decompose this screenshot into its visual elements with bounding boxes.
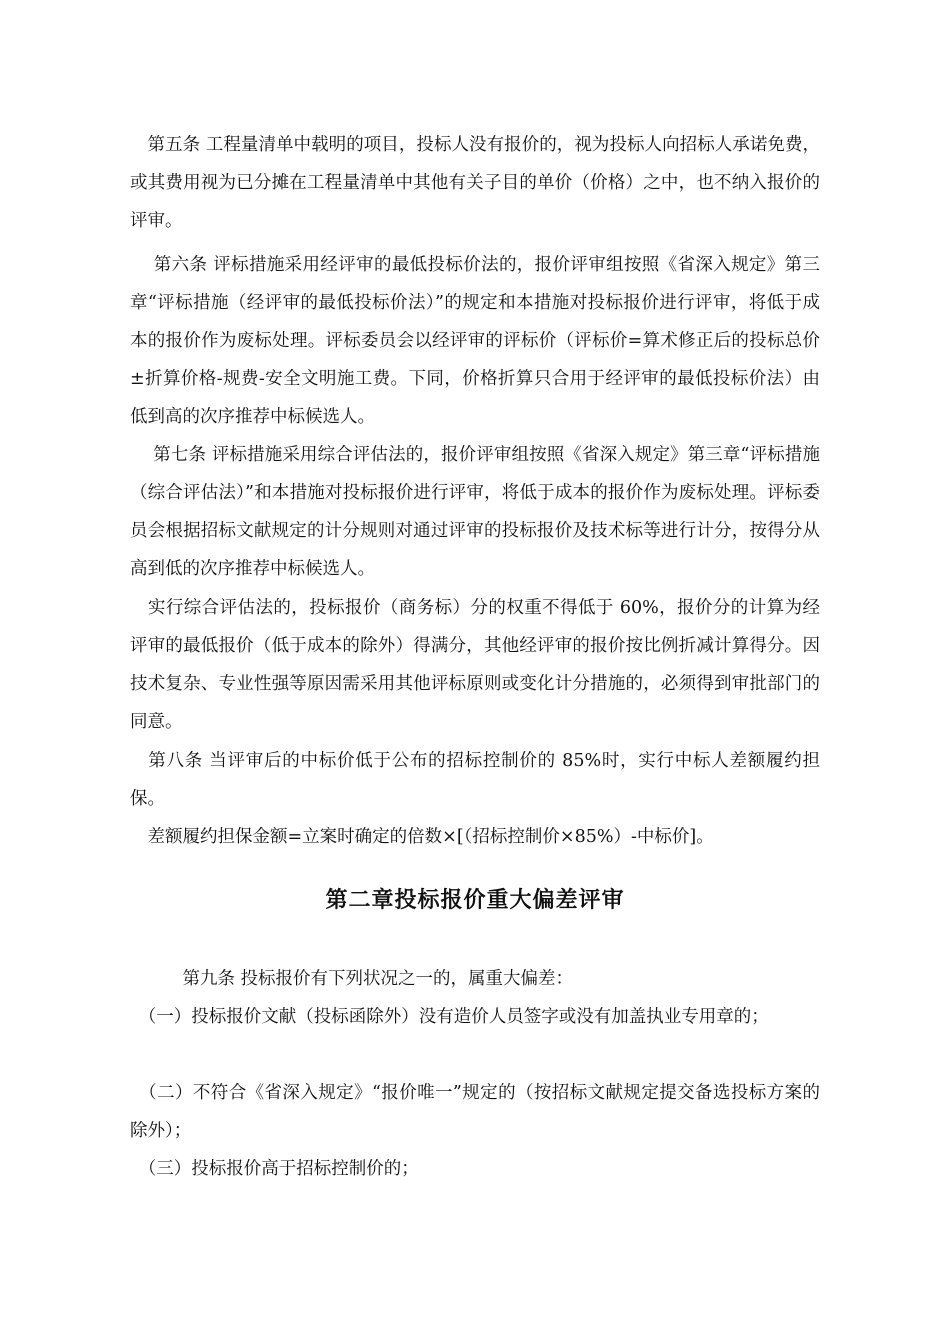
paragraph-article-8: 第八条 当评审后的中标价低于公布的招标控制价的 85%时，实行中标人差额履约担保。 [130, 751, 820, 809]
paragraph-article-7: 第七条 评标措施采用综合评估法的，报价评审组按照《省深入规定》第三章“评标措施（综合评估法）”和本措施对投标报价进行评审，将低于成本的报价作为废标处理。评标委员会根据招标文献规定的计分规则对通过评审的投标报价及技术标等进行计分，按得分从高到低的次序推荐中标候选人。 [130, 445, 820, 579]
paragraph-guarantee-amount: 差额履约担保金额=立案时确定的倍数×[（招标控制价×85%）-中标价]。 [130, 827, 714, 847]
paragraph-article-5: 第五条 工程量清单中载明的项目，投标人没有报价的，视为投标人向招标人承诺免费，或其费用视为已分摊在工程量清单中其他有关子目的单价（价格）之中，也不纳入报价的评审。 [130, 135, 820, 231]
paragraph-article-6: 第六条 评标措施采用经评审的最低投标价法的，报价评审组按照《省深入规定》第三章“评标措施（经评审的最低投标价法）”的规定和本措施对投标报价进行评审，将低于成本的报价作为废标处理。评标委员会以经评审的评标价（评标价=算术修正后的投标总价±折算价格-规费-安全文明施工费。下同，价格折算只合用于经评审的最低投标价法）由低到高的次序推荐中标候选人。 [130, 255, 820, 427]
paragraph-article-9: 第九条 投标报价有下列状况之一的，属重大偏差： [130, 969, 574, 989]
list-item-1: （一）投标报价文献（投标函除外）没有造价人员签字或没有加盖执业专用章的； [130, 1007, 769, 1027]
chapter-title: 第二章投标报价重大偏差评审 [325, 887, 625, 913]
paragraph-comprehensive-evaluation: 实行综合评估法的，投标报价（商务标）分的权重不得低于 60%，报价分的计算为经评审的最低报价（低于成本的除外）得满分，其他经评审的报价按比例折减计算得分。因技术复杂、专业性强等原因需采用其他评标原则或变化计分措施的，必须得到审批部门的同意。 [130, 598, 820, 732]
list-item-2: （二）不符合《省深入规定》“报价唯一”规定的（按招标文献规定提交备选投标方案的除外）； [130, 1083, 820, 1141]
list-item-3: （三）投标报价高于招标控制价的； [130, 1159, 419, 1179]
